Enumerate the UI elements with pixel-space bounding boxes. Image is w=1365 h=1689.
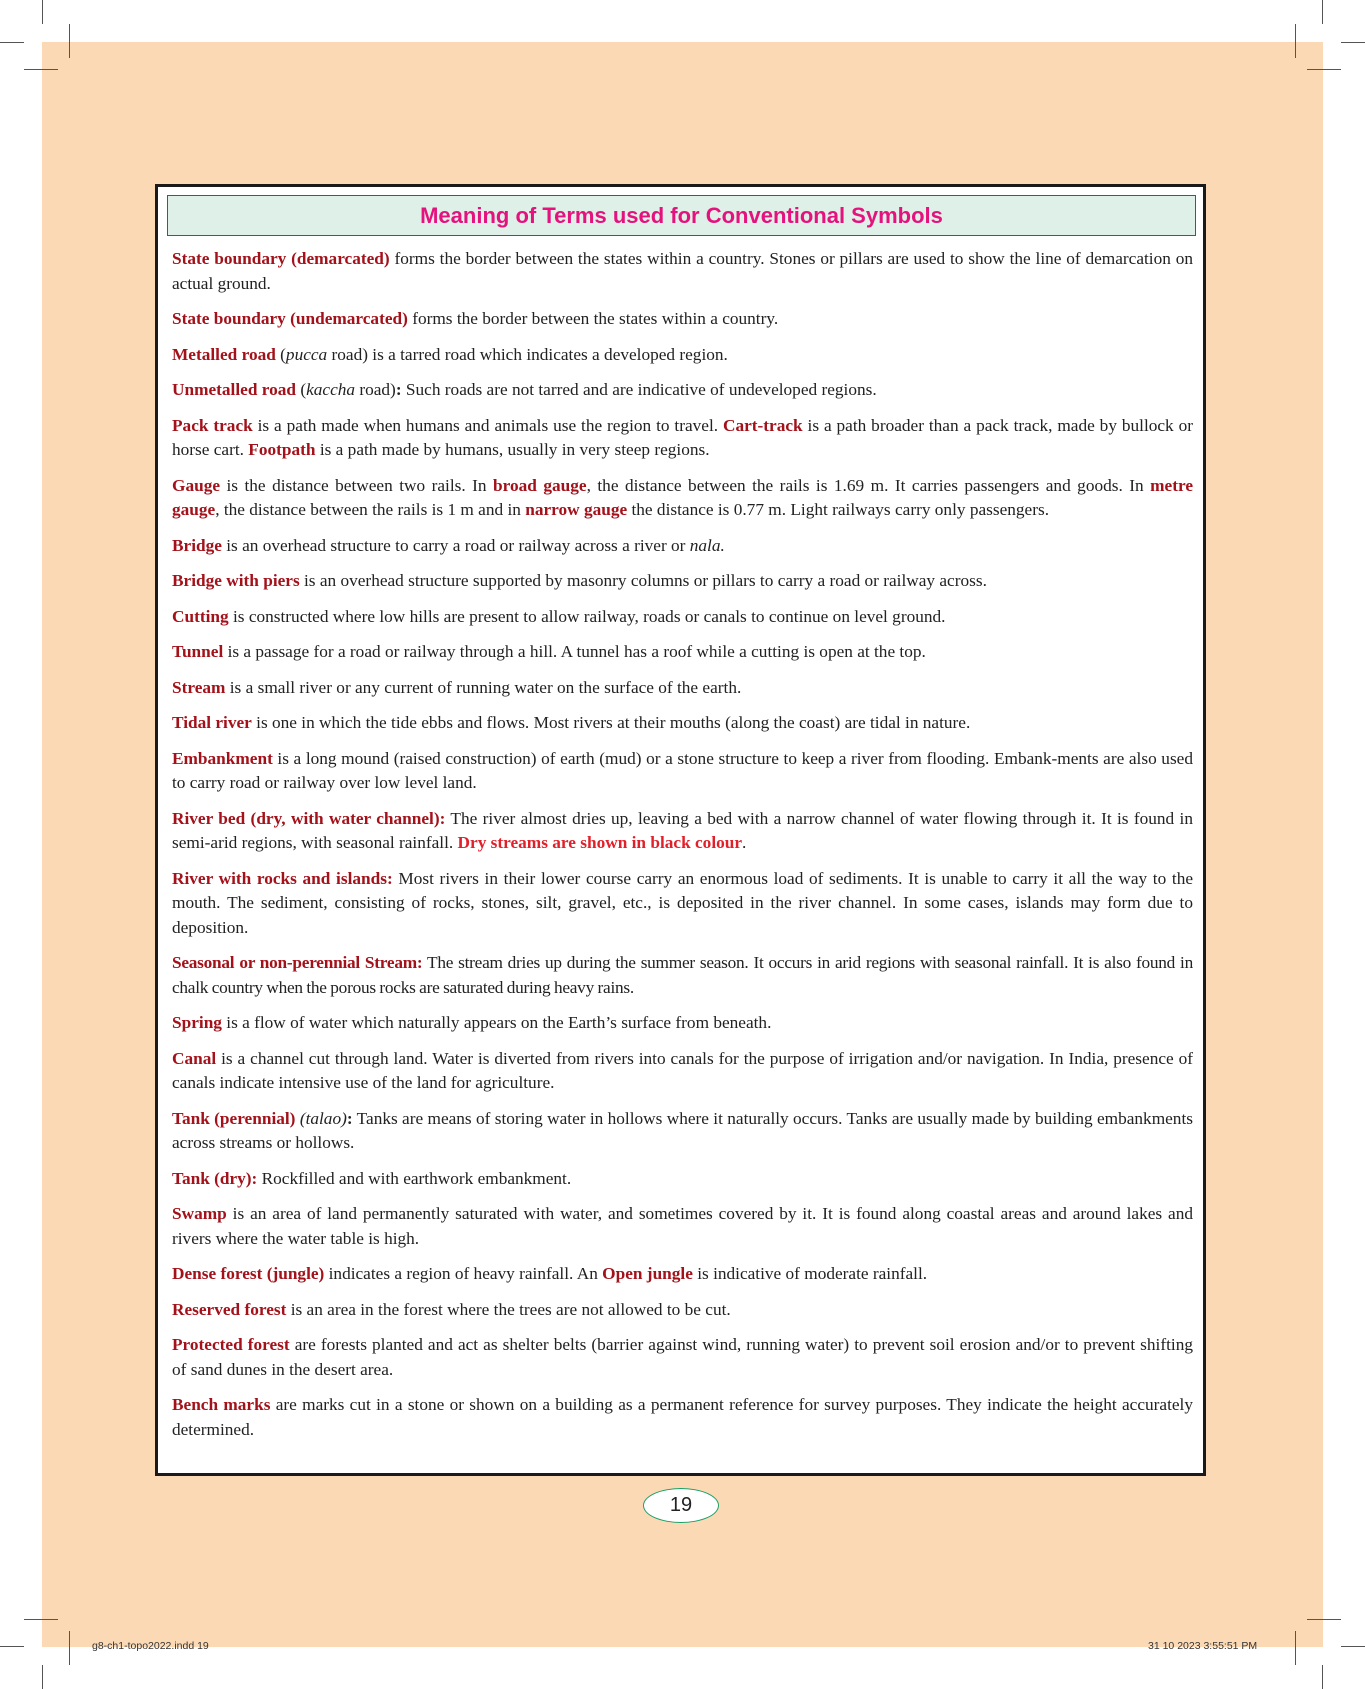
term-label: Spring (172, 1013, 222, 1032)
term-entry: Seasonal or non-perennial Stream: The stream dries up during the summer season. It occurs in arid regions with seasonal rainfall. It is also found in chalk country when the porous rocks are saturated during heavy rains. (172, 953, 1193, 997)
term-entry: Pack track is a path made when humans and animals use the region to travel. Cart-track is a path broader than a pack track, made by bullock or horse cart. Footpath is a path made by humans, usually in very steep regions. (172, 415, 1193, 459)
term-label: Tidal river (172, 713, 252, 732)
term-label: Gauge (172, 475, 221, 495)
crop-mark (1295, 24, 1296, 58)
crop-mark (1322, 0, 1323, 24)
term-label: Unmetalled road (172, 380, 297, 399)
crop-mark (1307, 1619, 1341, 1620)
term-label: metre gauge (172, 475, 1193, 519)
term-label: Tank (dry): (172, 1168, 258, 1188)
crop-mark (0, 1646, 24, 1647)
term-entry: Stream is a small river or any current of running water on the surface of the earth. (172, 677, 742, 697)
term-label: broad gauge (493, 475, 587, 495)
term-label: State boundary (demarcated) (172, 249, 390, 268)
term-entry: River bed (dry, with water channel): The river almost dries up, leaving a bed with a narrow channel of water flowing through it. It is found in semi-arid regions, with seasonal rainfall. Dry streams are shown in black colour. (172, 808, 1193, 852)
term-label: Pack track (172, 415, 253, 435)
term-entry: Canal is a channel cut through land. Water is diverted from rivers into canals for the purpose of irrigation and/or navigation. In India, presence of canals indicate intensive use of the land for agriculture. (172, 1048, 1193, 1092)
term-label: Bridge (172, 535, 222, 555)
crop-mark (1341, 42, 1365, 43)
term-entry: State boundary (demarcated) forms the border between the states within a country. Stones or pillars are used to show the line of demarcation on actual ground. (172, 249, 1193, 293)
term-label: Stream (172, 677, 226, 697)
term-entry: Gauge is the distance between two rails. In broad gauge, the distance between the rails is 1.69 m. It carries passengers and goods. In metre gauge, the distance between the rails is 1 m and in narrow gauge the distance is 0.77 m. Light railways carry only passengers. (172, 475, 1193, 519)
term-label: Seasonal or non-perennial Stream: (172, 953, 423, 972)
term-label: Dense forest (jungle) (172, 1264, 325, 1283)
highlight-note: Dry streams are shown in black colour (457, 833, 743, 852)
content-box (155, 184, 1206, 1476)
term-entry: Cutting is constructed where low hills are present to allow railway, roads or canals to continue on level ground. (172, 606, 946, 626)
term-entry: Swamp is an area of land permanently saturated with water, and sometimes covered by it. It is found along coastal areas and around lakes and rivers where the water table is high. (172, 1204, 1193, 1248)
term-entry: Bench marks are marks cut in a stone or shown on a building as a permanent reference for survey purposes. They indicate the height accurately determined. (172, 1395, 1193, 1439)
term-label: River with rocks and islands: (172, 868, 393, 888)
section-title: Meaning of Terms used for Conventional Symbols (167, 195, 1196, 236)
term-entry: Tunnel is a passage for a road or railway through a hill. A tunnel has a roof while a cutting is open at the top. (172, 642, 926, 661)
term-label: Embankment (172, 748, 273, 768)
crop-mark (24, 69, 58, 70)
term-label: Footpath (248, 440, 316, 459)
crop-mark (69, 24, 70, 58)
crop-mark (1322, 1665, 1323, 1689)
term-entry: Tank (perennial) (talao): Tanks are means of storing water in hollows where it naturally occurs. Tanks are usually made by building embankments across streams or hollows. (172, 1108, 1193, 1152)
term-entry: State boundary (undemarcated) forms the border between the states within a country. (172, 309, 779, 328)
term-entry: Bridge with piers is an overhead structure supported by masonry columns or pillars to carry a road or railway across. (172, 571, 987, 590)
term-label: State boundary (undemarcated) (172, 309, 408, 328)
crop-mark (1307, 69, 1341, 70)
term-entry: Metalled road (pucca road) is a tarred road which indicates a developed region. (172, 344, 728, 364)
term-label: Open jungle (602, 1264, 693, 1283)
term-label: Canal (172, 1048, 217, 1068)
term-entry: Tank (dry): Rockfilled and with earthwork embankment. (172, 1168, 572, 1188)
term-label: narrow gauge (525, 500, 628, 519)
crop-mark (42, 0, 43, 24)
term-entry: Tidal river is one in which the tide ebbs and flows. Most rivers at their mouths (along the coast) are tidal in nature. (172, 713, 971, 732)
crop-mark (42, 1665, 43, 1689)
term-label: River bed (dry, with water channel): (172, 808, 446, 828)
term-entry: Embankment is a long mound (raised construction) of earth (mud) or a stone structure to keep a river from flooding. Embank-ments are also used to carry road or railway over low level land. (172, 748, 1193, 792)
term-entry: Reserved forest is an area in the forest where the trees are not allowed to be cut. (172, 1299, 731, 1319)
term-label: Cart-track (722, 415, 803, 435)
term-entry: Dense forest (jungle) indicates a region of heavy rainfall. An Open jungle is indicative of moderate rainfall. (172, 1264, 928, 1283)
page-number: 19 (643, 1488, 719, 1523)
term-label: Tunnel (172, 642, 224, 661)
term-entry: Protected forest are forests planted and act as shelter belts (barrier against wind, running water) to prevent soil erosion and/or to prevent shifting of sand dunes in the desert area. (172, 1335, 1193, 1379)
crop-mark (24, 1619, 58, 1620)
term-label: Protected forest (172, 1335, 290, 1354)
crop-mark (69, 1631, 70, 1665)
term-entry: Bridge is an overhead structure to carry a road or railway across a river or nala. (172, 535, 725, 555)
term-entry: Spring is a flow of water which naturally appears on the Earth’s surface from beneath. (172, 1013, 772, 1032)
term-entry: Unmetalled road (kaccha road): Such roads are not tarred and are indicative of undeveloped regions. (172, 380, 877, 399)
crop-mark (0, 42, 24, 43)
term-entry: River with rocks and islands: Most rivers in their lower course carry an enormous load of sediments. It is unable to carry it all the way to the mouth. The sediment, consisting of rocks, stones, silt, gravel, etc., is deposited in the river channel. In some cases, islands may form due to deposition. (172, 868, 1193, 937)
term-label: Bench marks (172, 1395, 271, 1414)
crop-mark (1295, 1631, 1296, 1665)
crop-mark (1341, 1646, 1365, 1647)
term-label: Bridge with piers (172, 571, 300, 590)
term-label: Reserved forest (172, 1299, 287, 1319)
term-label: Tank (perennial) (172, 1108, 296, 1128)
term-label: Swamp (172, 1204, 227, 1223)
term-label: Metalled road (172, 344, 276, 364)
footer-slug-right: 31 10 2023 3:55:51 PM (1148, 1640, 1258, 1652)
term-label: Cutting (172, 606, 229, 626)
footer-slug-left: g8-ch1-topo2022.indd 19 (92, 1640, 209, 1652)
terms-list (172, 247, 1193, 1442)
